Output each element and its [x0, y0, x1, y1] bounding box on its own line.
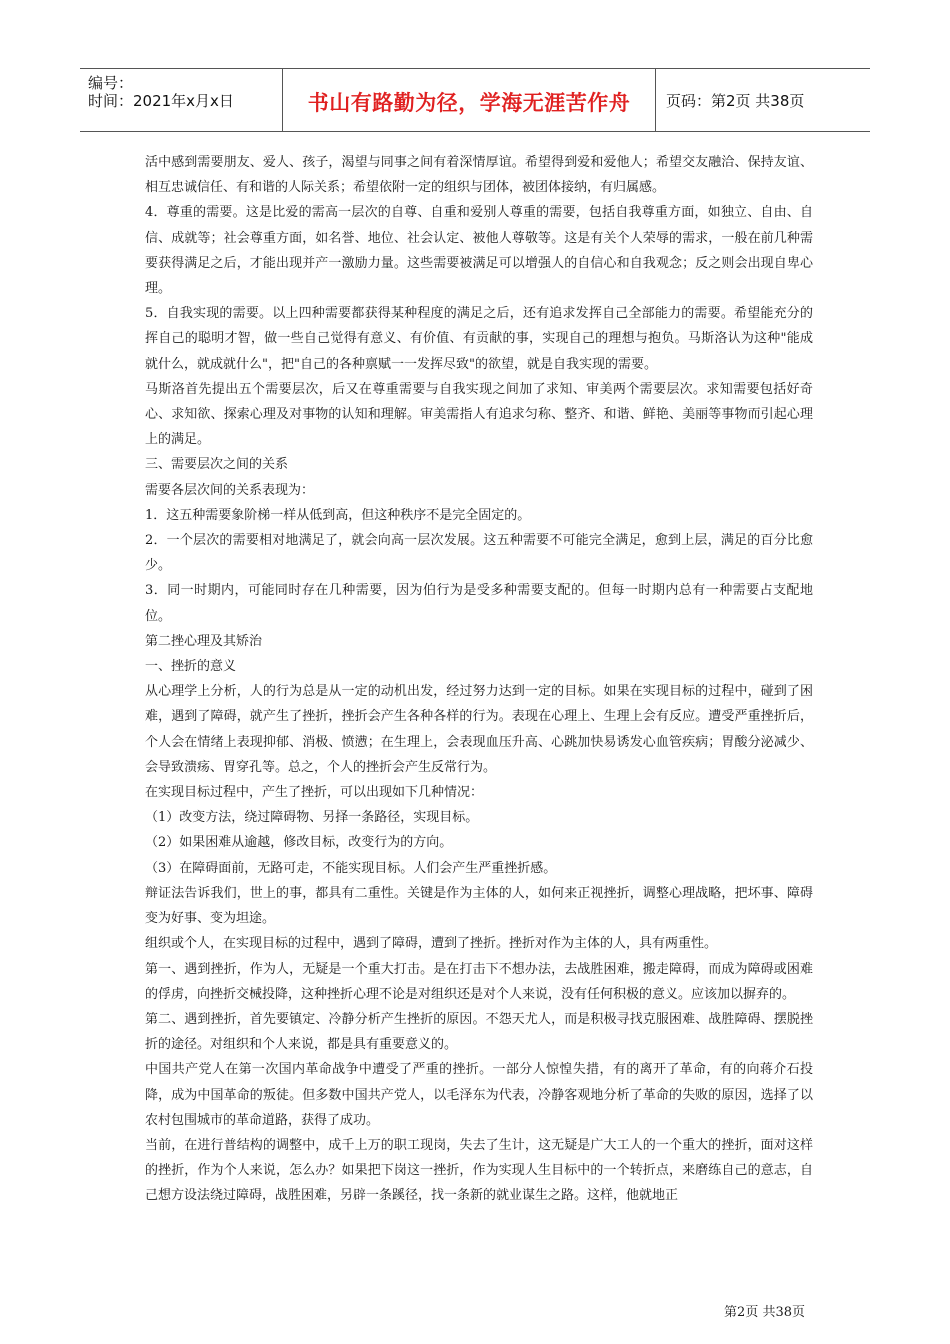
paragraph: 5．自我实现的需要。以上四种需要都获得某种程度的满足之后，还有追求发挥自己全部能力的需要。希望能充分的挥自己的聪明才智，做一些自己觉得有意义、有价值、有贡献的事，实现自己的理想与抱负。马斯洛认为这种"能成就什么，就成就什么"，把"自己的各种禀赋一一发挥尽致"的欲望，就是自我实现的需要。: [145, 306, 813, 372]
document-header: [80, 68, 870, 132]
paragraph: 需要各层次间的关系表现为：: [145, 482, 315, 498]
list-item: 3．同一时期内，可能同时存在几种需要，因为伯行为是受多种需要支配的。但每一时期内总有一种需要占支配地位。: [145, 583, 813, 624]
header-info-cell: [80, 69, 283, 131]
chapter-heading: 第二挫心理及其矫治: [145, 633, 263, 649]
section-heading: 三、需要层次之间的关系: [145, 457, 289, 473]
list-item: （2）如果困难从逾越，修改目标，改变行为的方向。: [145, 835, 453, 851]
list-item: （1）改变方法，绕过障碍物、另择一条路径，实现目标。: [145, 810, 479, 826]
paragraph: 中国共产党人在第一次国内革命战争中遭受了严重的挫折。一部分人惊惶失措，有的离开了革命，有的向蒋介石投降，成为中国革命的叛徒。但多数中国共产党人，以毛泽东为代表，冷静客观地分析了革命的失败的原因，选择了以农村包围城市的革命道路，获得了成功。: [145, 1062, 813, 1128]
paragraph: 第二、遇到挫折，首先要镇定、冷静分析产生挫折的原因。不怨天尤人，而是积极寻找克服困难、战胜障碍、摆脱挫折的途径。对组织和个人来说，都是具有重要意义的。: [145, 1011, 813, 1053]
document-body: [145, 150, 813, 1209]
paragraph: 第一、遇到挫折，作为人，无疑是一个重大打击。是在打击下不想办法，去战胜困难，搬走障碍，而成为障碍或困难的俘虏，向挫折交械投降，这种挫折心理不论是对组织还是对个人来说，没有任何积极的意义。应该加以摒弃的。: [145, 961, 813, 1002]
paragraph: 4．尊重的需要。这是比爱的需高一层次的自尊、自重和爱别人尊重的需要，包括自我尊重方面，如独立、自由、自信、成就等；社会尊重方面，如名誉、地位、社会认定、被他人尊敬等。这是有关个人荣辱的需求，一般在前几种需要获得满足之后，才能出现并产一激励力量。这些需要被满足可以增强人的自信心和自我观念；反之则会出现自卑心理。: [145, 205, 813, 297]
paragraph: 马斯洛首先提出五个需要层次，后又在尊重需要与自我实现之间加了求知、审美两个需要层次。求知需要包括好奇心、求知欲、探索心理及对事物的认知和理解。审美需指人有追求匀称、整齐、和谐、鲜艳、美丽等事物而引起心理上的满足。: [145, 381, 813, 448]
date-line: 时间：2021年x月x日: [88, 92, 234, 110]
section-heading: 一、挫折的意义: [145, 659, 237, 675]
motto-text: 书山有路勤为径，学海无涯苦作舟: [307, 91, 631, 115]
list-item: 1．这五种需要象阶梯一样从低到高，但这种秩序不是完全固定的。: [145, 507, 531, 523]
paragraph: 活中感到需要朋友、爱人、孩子，渴望与同事之间有着深情厚谊。希望得到爱和爱他人；希望交友融洽、保持友谊、相互忠诚信任、有和谐的人际关系；希望依附一定的组织与团体，被团体接纳，有归属感。: [145, 155, 813, 196]
serial-number-label: 编号：: [88, 74, 134, 92]
paragraph: 当前，在进行普结构的调整中，成千上万的职工现岗，失去了生计，这无疑是广大工人的一个重大的挫折，面对这样的挫折，作为个人来说，怎么办？如果把下岗这一挫折，作为实现人生目标中的一个转折点，来磨练自己的意志，自己想方设法绕过障碍，战胜困难，另辟一条蹊径，找一条新的就业谋生之路。这样，他就地正: [145, 1137, 813, 1204]
paragraph: 辩证法告诉我们，世上的事，都具有二重性。关键是作为主体的人，如何来正视挫折，调整心理战略，把坏事、障碍变为好事、变为坦途。: [145, 885, 813, 927]
header-motto-cell: [283, 69, 656, 131]
header-page-cell: [656, 69, 870, 131]
paragraph: 从心理学上分析，人的行为总是从一定的动机出发，经过努力达到一定的目标。如果在实现目标的过程中，碰到了困难，遇到了障碍，就产生了挫折，挫折会产生各种各样的行为。表现在心理上、生理上会有反应。遭受严重挫折后，个人会在情绪上表现抑郁、消极、愤懑；在生理上，会表现血压升高、心跳加快易诱发心血管疾病；胃酸分泌减少、会导致溃疡、胃穿孔等。总之，个人的挫折会产生反常行为。: [145, 684, 813, 775]
paragraph: 组织或个人，在实现目标的过程中，遇到了障碍，遭到了挫折。挫折对作为主体的人，具有两重性。: [145, 936, 718, 952]
list-item: 2．一个层次的需要相对地满足了，就会向高一层次发展。这五种需要不可能完全满足，愈到上层，满足的百分比愈少。: [145, 533, 813, 574]
list-item: （3）在障碍面前，无路可走，不能实现目标。人们会产生严重挫折感。: [145, 860, 557, 876]
header-page-number: 页码：第2页 共38页: [666, 92, 805, 110]
paragraph: 在实现目标过程中，产生了挫折，可以出现如下几种情况：: [145, 785, 484, 801]
footer-page-number: 第2页 共38页: [724, 1305, 805, 1320]
